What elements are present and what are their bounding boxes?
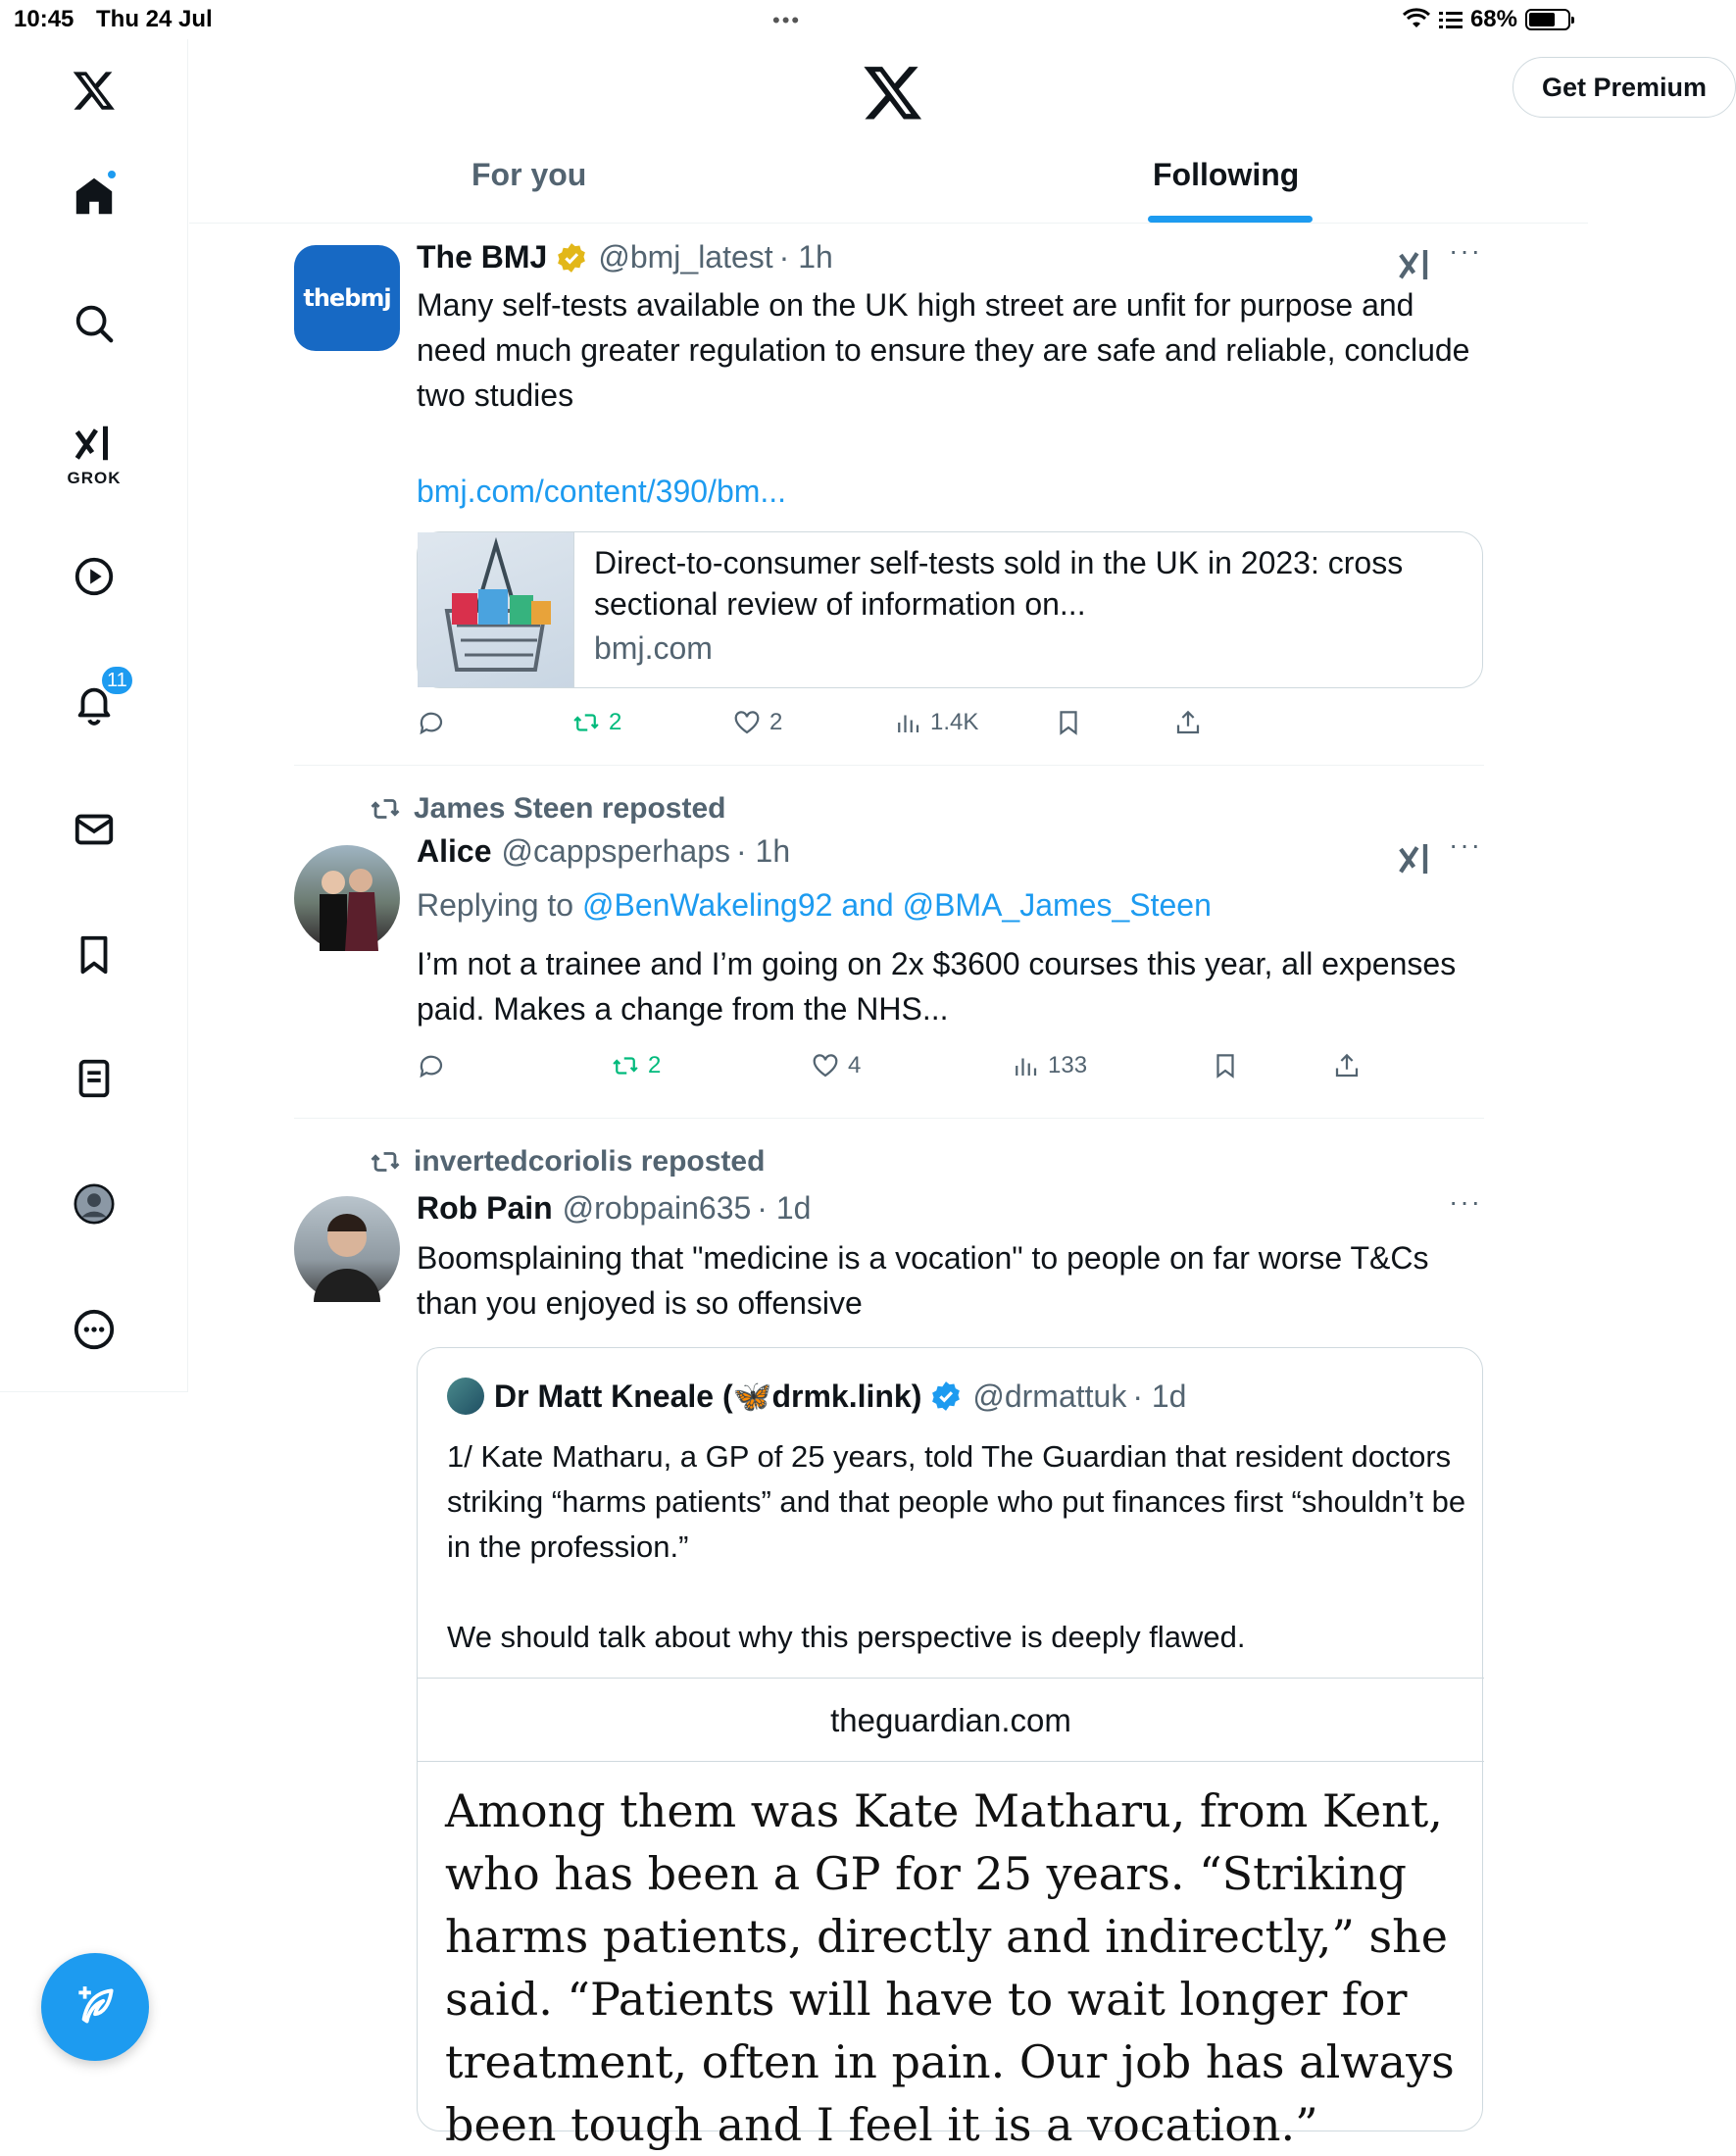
wifi-icon <box>1402 8 1431 31</box>
quoted-author-avatar[interactable] <box>447 1378 484 1415</box>
repost-count: 2 <box>609 709 622 735</box>
tab-following[interactable]: Following <box>1153 157 1300 192</box>
link-card-thumbnail <box>418 532 574 687</box>
grok-icon[interactable] <box>63 412 125 487</box>
notifications-bell-icon[interactable] <box>63 669 127 735</box>
repost-context <box>369 792 725 826</box>
views-count: 1.4K <box>930 709 979 735</box>
bookmarks-icon[interactable] <box>63 924 125 986</box>
author-handle[interactable]: @bmj_latest <box>598 239 773 275</box>
reply-icon <box>417 708 446 737</box>
verified-gold-badge-icon <box>555 241 588 275</box>
grok-label: GROK <box>67 469 122 487</box>
avatar-bmj[interactable] <box>294 245 400 351</box>
quoted-article-excerpt-image[interactable]: Among them was Kate Matharu, from Kent, who has been a GP for 25 years. “Striking harms patients, directly and indirectly,” she said. “Patients will have to wait longer for treatment, often in pain. Our job has always been tough and I feel it is a vocation.” <box>445 1784 1455 2151</box>
reply-button[interactable] <box>417 1051 446 1080</box>
home-unread-dot <box>106 169 118 180</box>
sidebar <box>0 39 188 1392</box>
get-premium-button[interactable]: Get Premium <box>1513 57 1736 118</box>
avatar-rob-pain[interactable] <box>294 1196 400 1302</box>
replying-prefix: Replying to <box>417 887 574 923</box>
link-card-title: Direct-to-consumer self-tests sold in the UK in 2023: cross sectional review of information on... <box>594 545 1404 622</box>
reposted-by[interactable]: invertedcoriolis reposted <box>414 1145 766 1178</box>
notifications-badge: 11 <box>100 665 134 696</box>
status-date: Thu 24 Jul <box>96 6 213 32</box>
quoted-text-paragraph-1: 1/ Kate Matharu, a GP of 25 years, told The Guardian that resident doctors striking “harms patients” and that people who put finances first “shouldn’t be in the profession.” <box>447 1439 1466 1564</box>
author-name[interactable]: Alice <box>417 833 492 869</box>
post-time: · 1h <box>736 833 791 869</box>
like-button[interactable] <box>732 708 782 737</box>
like-count: 2 <box>769 709 783 735</box>
author-handle[interactable]: @cappsperhaps <box>501 833 730 869</box>
quoted-author-name[interactable]: Dr Matt Kneale (🦋drmk.link) <box>494 1379 922 1414</box>
heart-icon <box>732 708 762 737</box>
compose-feather-icon <box>71 1982 120 2031</box>
repost-icon <box>571 708 601 737</box>
lists-icon[interactable] <box>63 1047 125 1110</box>
share-icon <box>1332 1051 1362 1080</box>
repost-button[interactable] <box>571 708 621 737</box>
post-more-icon[interactable]: ··· <box>1449 829 1482 860</box>
author-name[interactable]: Rob Pain <box>417 1190 553 1226</box>
post-alice[interactable] <box>294 792 1484 1116</box>
verified-blue-badge-icon <box>929 1379 963 1413</box>
bookmark-button[interactable] <box>1054 708 1083 737</box>
battery-icon <box>1525 9 1570 30</box>
grok-explain-icon[interactable] <box>1396 839 1435 878</box>
video-icon[interactable] <box>63 545 125 608</box>
bookmark-icon <box>1054 708 1083 737</box>
timeline-header <box>189 39 1708 224</box>
share-button[interactable] <box>1332 1051 1362 1080</box>
grok-explain-icon[interactable] <box>1396 245 1435 284</box>
active-tab-indicator <box>1148 216 1313 223</box>
post-link[interactable]: bmj.com/content/390/bm... <box>417 474 787 509</box>
repost-icon <box>611 1051 640 1080</box>
post-header <box>417 833 790 870</box>
messages-envelope-icon[interactable] <box>63 798 125 861</box>
views-button[interactable] <box>893 708 978 737</box>
replying-to-accounts[interactable]: @BenWakeling92 and @BMA_James_Steen <box>581 887 1212 923</box>
repost-icon <box>369 792 402 826</box>
search-icon[interactable] <box>63 292 125 355</box>
post-header <box>417 1190 811 1227</box>
post-time: · 1h <box>778 239 833 275</box>
post-divider <box>294 765 1484 766</box>
multitasking-dots-icon[interactable]: ••• <box>772 8 802 32</box>
repost-button[interactable] <box>611 1051 661 1080</box>
reposted-by[interactable]: James Steen reposted <box>414 792 726 825</box>
replying-to-line <box>417 882 1475 928</box>
x-logo-icon[interactable] <box>862 61 924 124</box>
share-icon <box>1173 708 1203 737</box>
post-text: Boomsplaining that "medicine is a vocation" to people on far worse T&Cs than you enjoyed is so offensive <box>417 1240 1429 1321</box>
views-button[interactable] <box>1011 1051 1087 1080</box>
status-time: 10:45 <box>14 6 74 32</box>
profile-icon[interactable] <box>63 1173 125 1235</box>
quoted-post-text <box>447 1434 1466 1660</box>
link-card-domain: bmj.com <box>594 630 713 666</box>
author-handle[interactable]: @robpain635 <box>562 1190 752 1226</box>
more-options-icon[interactable] <box>63 1298 125 1361</box>
author-name[interactable]: The BMJ <box>417 239 548 275</box>
post-bmj[interactable] <box>294 235 1484 769</box>
quoted-post-time: · 1d <box>1132 1378 1187 1414</box>
repost-context <box>369 1145 765 1178</box>
avatar-alice[interactable] <box>294 845 400 951</box>
post-actions <box>417 1051 1485 1090</box>
post-header <box>417 239 833 276</box>
post-more-icon[interactable]: ··· <box>1449 235 1482 266</box>
focus-list-icon <box>1439 9 1463 30</box>
reply-icon <box>417 1051 446 1080</box>
post-time: · 1d <box>757 1190 812 1226</box>
post-text: I’m not a trainee and I’m going on 2x $3600 courses this year, all expenses paid. Makes a change from the NHS... <box>417 946 1457 1027</box>
avatar-bmj-text: thebmj <box>303 284 391 312</box>
share-button[interactable] <box>1173 708 1203 737</box>
post-divider <box>294 1118 1484 1119</box>
post-actions <box>417 708 1485 747</box>
quoted-post-header <box>447 1378 1186 1415</box>
status-right <box>1402 6 1570 33</box>
quoted-post[interactable] <box>417 1347 1483 2151</box>
quoted-link-domain[interactable]: theguardian.com <box>418 1678 1484 1762</box>
views-chart-icon <box>893 708 922 737</box>
tab-for-you[interactable]: For you <box>471 157 587 192</box>
compose-post-button[interactable] <box>41 1953 149 2061</box>
like-count: 4 <box>848 1052 862 1078</box>
bookmark-icon <box>1211 1051 1240 1080</box>
quoted-author-handle[interactable]: @drmattuk <box>972 1378 1127 1414</box>
post-text: Many self-tests available on the UK high street are unfit for purpose and need much greater regulation to ensure they are safe and reliable, conclude two studies <box>417 287 1470 413</box>
heart-icon <box>811 1051 840 1080</box>
status-bar <box>0 0 1588 39</box>
x-logo-icon[interactable] <box>63 59 125 122</box>
repost-icon <box>369 1145 402 1178</box>
post-rob-pain[interactable] <box>294 1145 1484 2151</box>
views-count: 133 <box>1048 1052 1088 1078</box>
battery-percent: 68% <box>1469 6 1517 32</box>
home-icon[interactable] <box>63 165 125 227</box>
post-more-icon[interactable]: ··· <box>1449 1186 1482 1217</box>
reply-button[interactable] <box>417 708 446 737</box>
link-preview-card[interactable] <box>417 531 1483 688</box>
bookmark-button[interactable] <box>1211 1051 1240 1080</box>
views-chart-icon <box>1011 1051 1040 1080</box>
like-button[interactable] <box>811 1051 861 1080</box>
repost-count: 2 <box>648 1052 662 1078</box>
quoted-text-paragraph-2: We should talk about why this perspective is deeply flawed. <box>447 1620 1246 1654</box>
